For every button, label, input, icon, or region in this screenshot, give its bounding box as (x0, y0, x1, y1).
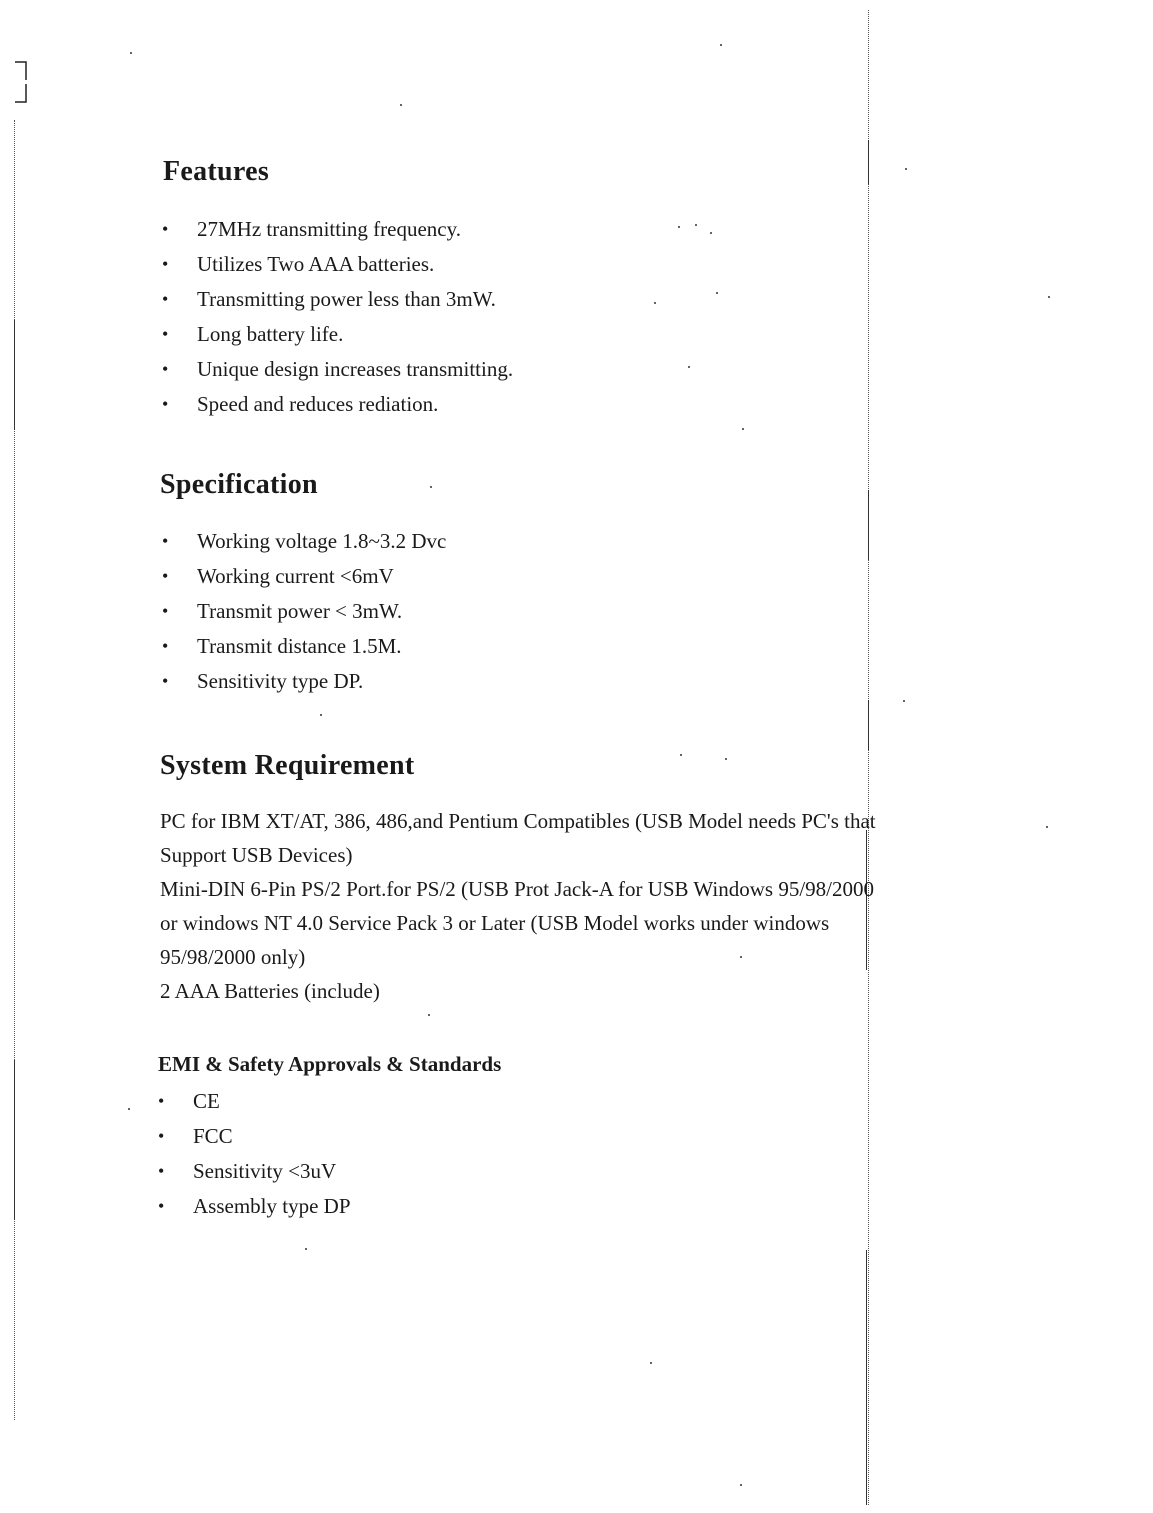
scan-speck (678, 226, 680, 228)
list-item (160, 664, 446, 699)
list-item (160, 247, 513, 282)
scan-bracket-mark (12, 60, 28, 104)
requirement-line: 2 AAA Batteries (include) (160, 979, 380, 1003)
list-item (160, 387, 513, 422)
bullet-icon: • (158, 1126, 165, 1146)
features-list (160, 212, 513, 422)
list-item-text: Working current <6mV (197, 564, 394, 588)
right-scan-line-solid-2 (868, 490, 869, 560)
scan-speck (740, 1484, 742, 1486)
list-item-text: 27MHz transmitting frequency. (197, 217, 461, 241)
bullet-icon: • (162, 671, 169, 691)
scan-speck (680, 754, 682, 756)
scan-speck (320, 714, 322, 716)
features-heading: Features (163, 156, 270, 187)
emi-list (156, 1084, 351, 1224)
scan-speck (428, 1014, 430, 1016)
bullet-icon: • (162, 601, 169, 621)
requirement-line: Mini-DIN 6-Pin PS/2 Port.for PS/2 (USB Prot Jack-A for USB Windows 95/98/2000 (160, 877, 874, 901)
list-item-text: Sensitivity type DP. (197, 669, 364, 693)
bullet-icon: • (158, 1196, 165, 1216)
right-scan-line (868, 10, 869, 1505)
list-item-text: CE (193, 1089, 220, 1113)
bullet-icon: • (162, 254, 169, 274)
bullet-icon: • (162, 359, 169, 379)
scan-speck (905, 168, 907, 170)
scan-speck (654, 302, 656, 304)
bullet-icon: • (162, 636, 169, 656)
scan-speck (1046, 826, 1048, 828)
list-item (160, 317, 513, 352)
list-item (160, 212, 513, 247)
scan-speck (742, 428, 744, 430)
list-item-text: FCC (193, 1124, 233, 1148)
scan-speck (903, 700, 905, 702)
bullet-icon: • (162, 394, 169, 414)
specification-heading: Specification (160, 469, 318, 500)
list-item-text: Sensitivity <3uV (193, 1159, 337, 1183)
list-item-text: Long battery life. (197, 322, 344, 346)
scan-speck (430, 486, 432, 488)
left-scan-line-solid-1 (14, 320, 15, 430)
bullet-icon: • (158, 1091, 165, 1111)
requirement-line: PC for IBM XT/AT, 386, 486,and Pentium Compatibles (USB Model needs PC's that (160, 809, 876, 833)
list-item (160, 594, 446, 629)
scan-speck (130, 52, 132, 54)
scan-speck (400, 104, 402, 106)
scan-speck (688, 366, 690, 368)
bullet-icon: • (162, 219, 169, 239)
bullet-icon: • (162, 531, 169, 551)
list-item-text: Utilizes Two AAA batteries. (197, 252, 435, 276)
list-item (160, 282, 513, 317)
list-item (156, 1154, 351, 1189)
scan-speck (1048, 296, 1050, 298)
list-item (156, 1189, 351, 1224)
list-item-text: Speed and reduces rediation. (197, 392, 439, 416)
left-scan-line (14, 120, 15, 1420)
scan-speck (695, 224, 697, 226)
list-item-text: Working voltage 1.8~3.2 Dvc (197, 529, 447, 553)
left-scan-line-solid-2 (14, 1060, 15, 1220)
bullet-icon: • (162, 289, 169, 309)
right-scan-line-solid-5 (866, 1250, 867, 1505)
requirement-line: or windows NT 4.0 Service Pack 3 or Later (USB Model works under windows (160, 911, 830, 935)
specification-list (160, 524, 446, 699)
system-requirement-heading: System Requirement (160, 750, 415, 781)
right-scan-line-solid-1 (868, 140, 869, 185)
list-item-text: Transmitting power less than 3mW. (197, 287, 496, 311)
right-scan-line-solid-3 (868, 700, 869, 750)
bullet-icon: • (158, 1161, 165, 1181)
scan-speck (650, 1362, 652, 1364)
system-requirement-text (160, 804, 990, 1008)
list-item (156, 1084, 351, 1119)
scan-speck (720, 44, 722, 46)
list-item (160, 524, 446, 559)
scan-speck (725, 758, 727, 760)
scan-speck (710, 232, 712, 234)
bullet-icon: • (162, 324, 169, 344)
list-item-text: Transmit power < 3mW. (197, 599, 403, 623)
list-item (160, 559, 446, 594)
list-item (156, 1119, 351, 1154)
bullet-icon: • (162, 566, 169, 586)
scan-speck (128, 1108, 130, 1110)
list-item-text: Transmit distance 1.5M. (197, 634, 402, 658)
requirement-line: Support USB Devices) (160, 843, 353, 867)
scan-speck (305, 1248, 307, 1250)
scan-speck (716, 292, 718, 294)
list-item-text: Unique design increases transmitting. (197, 357, 514, 381)
list-item-text: Assembly type DP (193, 1194, 351, 1218)
requirement-line: 95/98/2000 only) (160, 945, 306, 969)
list-item (160, 629, 446, 664)
list-item (160, 352, 513, 387)
emi-heading: EMI & Safety Approvals & Standards (158, 1052, 502, 1076)
